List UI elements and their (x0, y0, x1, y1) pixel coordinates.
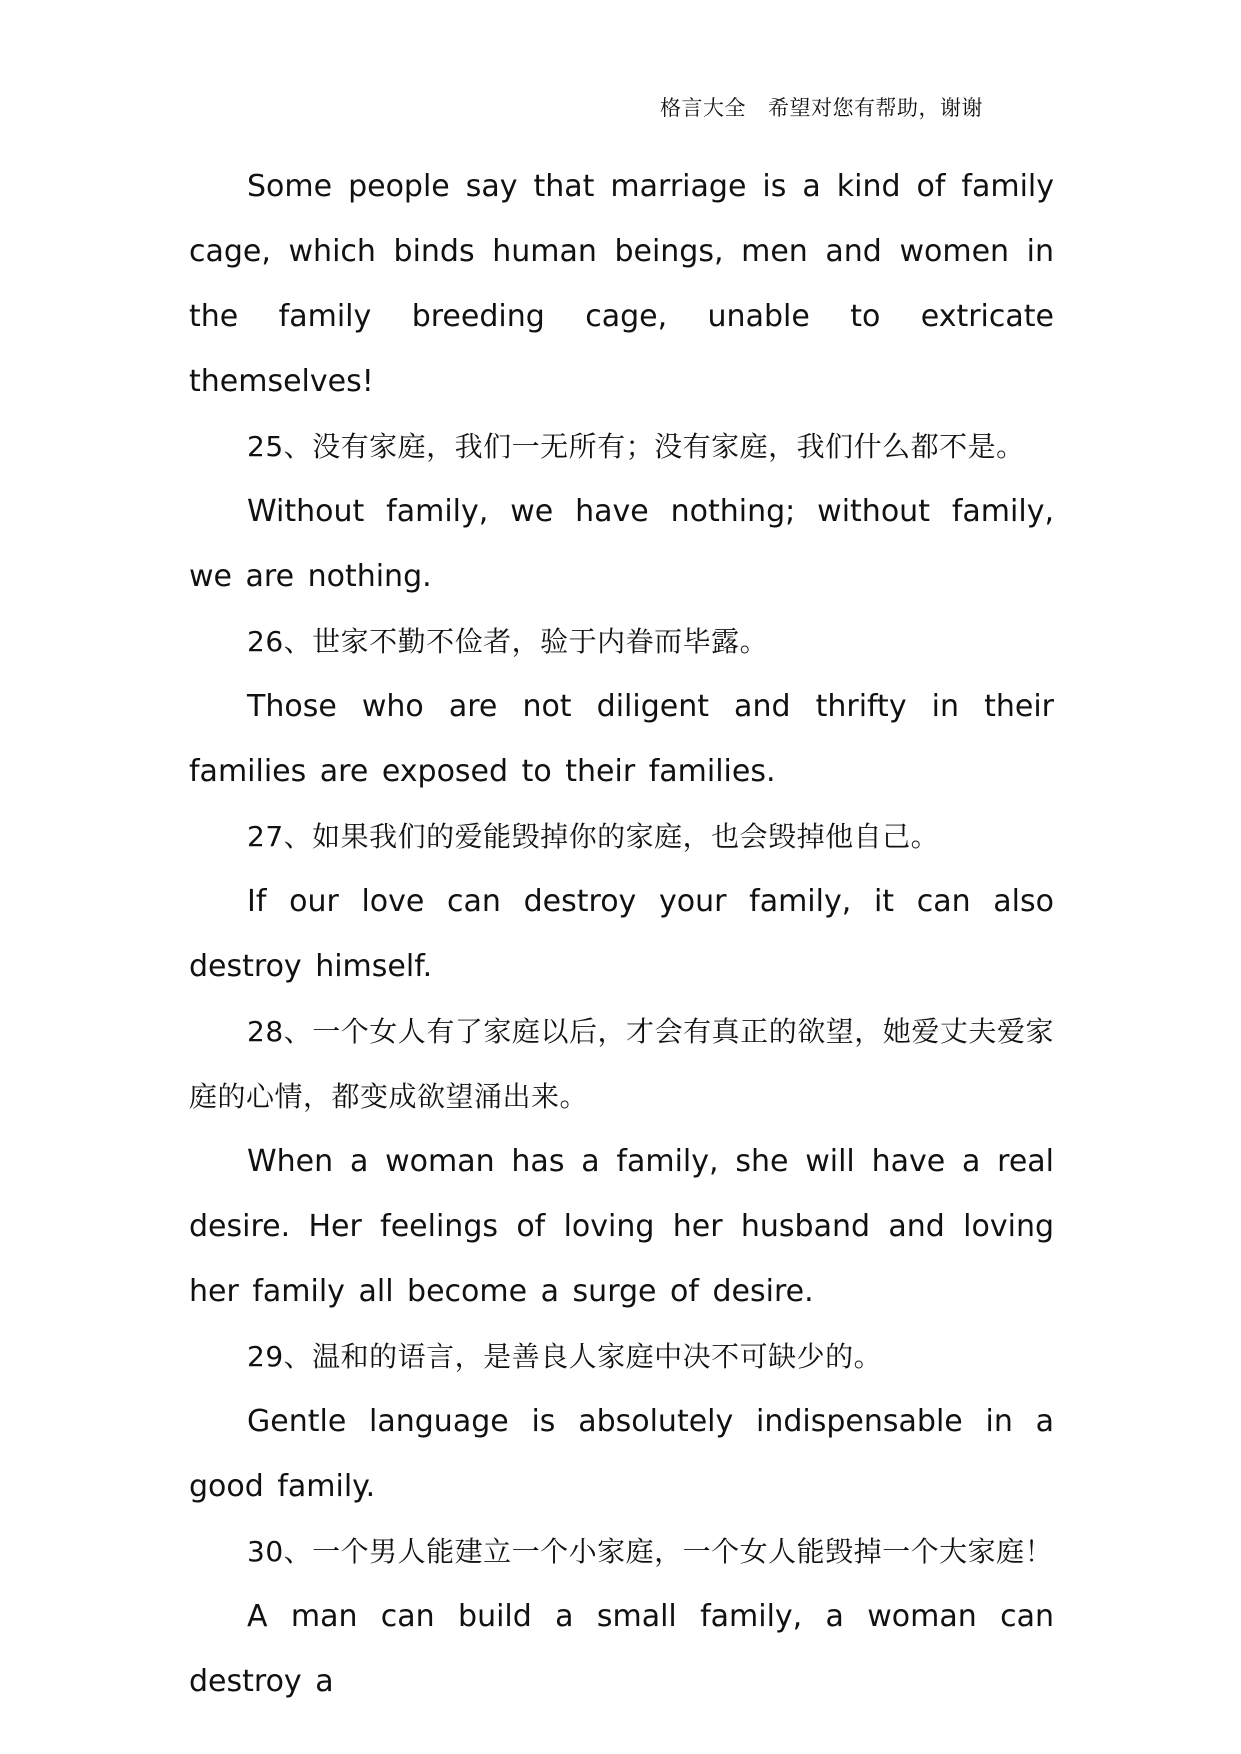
paragraph-en-30: A man can build a small family, a woman can destroy a (189, 1599, 1054, 1699)
paragraph-en-27: If our love can destroy your family, it can also destroy himself. (189, 884, 1054, 984)
header-subtitle: 希望对您有帮助，谢谢 (768, 96, 983, 120)
paragraph-zh-30: 30、一个男人能建立一个小家庭，一个女人能毁掉一个大家庭！ (247, 1535, 1054, 1568)
page-header (660, 92, 983, 122)
document-body (189, 154, 1054, 1714)
paragraph-zh-29: 29、温和的语言，是善良人家庭中决不可缺少的。 (247, 1340, 883, 1373)
paragraph-zh-27: 27、如果我们的爱能毁掉你的家庭，也会毁掉他自己。 (247, 820, 940, 853)
header-title: 格言大全 (660, 96, 746, 120)
paragraph-en-28: When a woman has a family, she will have a real desire. Her feelings of loving her husband and loving her family all become a surge of desire. (189, 1144, 1054, 1309)
paragraph-en: Some people say that marriage is a kind of family cage, which binds human beings, men and women in the family breeding cage, unable to extricate themselves! (189, 169, 1054, 399)
paragraph-zh-28: 28、一个女人有了家庭以后，才会有真正的欲望，她爱丈夫爱家庭的心情，都变成欲望涌出来。 (189, 1015, 1054, 1113)
paragraph-zh-25: 25、没有家庭，我们一无所有；没有家庭，我们什么都不是。 (247, 430, 1025, 463)
paragraph-zh-26: 26、世家不勤不俭者，验于内眷而毕露。 (247, 625, 769, 658)
paragraph-en-26: Those who are not diligent and thrifty in their families are exposed to their families. (189, 689, 1054, 789)
paragraph-en-29: Gentle language is absolutely indispensable in a good family. (189, 1404, 1054, 1504)
paragraph-en-25: Without family, we have nothing; without family, we are nothing. (189, 494, 1054, 594)
